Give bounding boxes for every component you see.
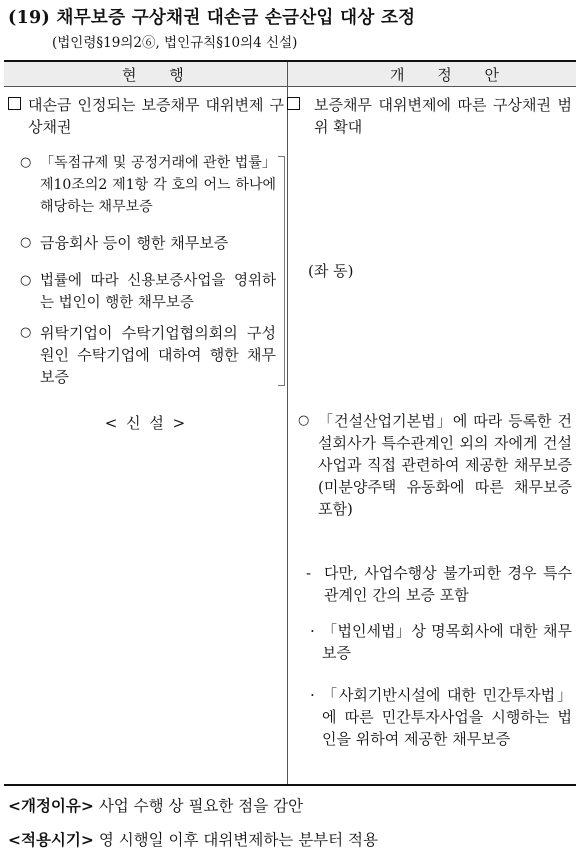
effective-text: 영 시행일 이후 대위변제하는 분부터 적용 [98,831,378,849]
circle-bullet-icon: ○ [298,413,310,428]
amendment-reason [8,794,303,816]
revised-dot-item [292,684,572,750]
revised-dot-text: 「법인세법」상 명목회사에 대한 채무보증 [322,622,572,662]
circle-bullet-icon: ○ [20,155,32,170]
current-list-item [8,322,276,388]
current-main-item [8,94,284,138]
current-main-text: 대손금 인정되는 보증채무 대위변제 구상채권 [28,96,284,136]
reason-label: <개정이유> [8,797,94,815]
dash-bullet-icon: - [306,564,312,582]
revised-dot-text: 「사회기반시설에 대한 민간투자법」에 따른 민간투자사업을 시행하는 법인을 위하여 제공한 채무보증 [322,686,572,748]
circle-bullet-icon: ○ [20,325,32,340]
table-header-row [4,62,576,87]
legal-reference: (법인령§19의2⑥, 법인규칙§10의4 신설) [52,35,298,51]
current-list-item [8,232,276,254]
revised-dash-item [292,562,572,606]
header-revised: 개 정 안 [390,66,514,84]
dot-bullet-icon: · [310,622,315,640]
revised-main-item [292,94,572,138]
current-item-text: 「독점규제 및 공정거래에 관한 법률」 제10조의2 제1항 각 호의 어느 하나에 해당하는 채무보증 [40,155,276,215]
revised-dash-text: 다만, 사업수행상 불가피한 경우 특수관계인 간의 보증 포함 [324,564,572,604]
same-as-left: (좌 동) [308,262,354,280]
revised-dot-item [292,620,572,664]
column-divider [287,62,288,784]
current-item-text: 위탁기업이 수탁기업협의회의 구성원인 수탁기업에 대하여 행한 채무보증 [40,324,276,386]
revised-new-text: 「건설산업기본법」에 따라 등록한 건설회사가 특수관계인 외의 자에게 건설사업과 직접 관련하여 제공한 채무보증(미분양주택 유동화에 따른 채무보증 포함) [318,412,572,518]
current-item-text: 금융회사 등이 행한 채무보증 [40,234,229,252]
grouping-bracket [278,156,285,386]
reason-text: 사업 수행 상 필요한 점을 감안 [98,797,304,815]
current-item-text: 법률에 따라 신용보증사업을 영위하는 법인이 행한 채무보증 [40,273,276,311]
header-current: 현 행 [122,66,198,84]
revised-main-text: 보증채무 대위변제에 따른 구상채권 범위 확대 [314,96,572,136]
effective-label: <적용시기> [8,831,94,849]
revised-new-item [292,410,572,520]
checkbox-square-icon [8,97,21,110]
checkbox-square-icon [287,97,300,110]
comparison-table [4,60,576,786]
current-list-item [8,270,276,314]
section-title: (19) 채무보증 구상채권 대손금 손금산입 대상 조정 [8,8,416,28]
circle-bullet-icon: ○ [20,235,32,250]
current-list-item [8,152,276,218]
circle-bullet-icon: ○ [20,273,32,288]
effective-date [8,828,378,850]
dot-bullet-icon: · [310,686,315,704]
new-provision-label: < 신 설 > [104,414,188,432]
